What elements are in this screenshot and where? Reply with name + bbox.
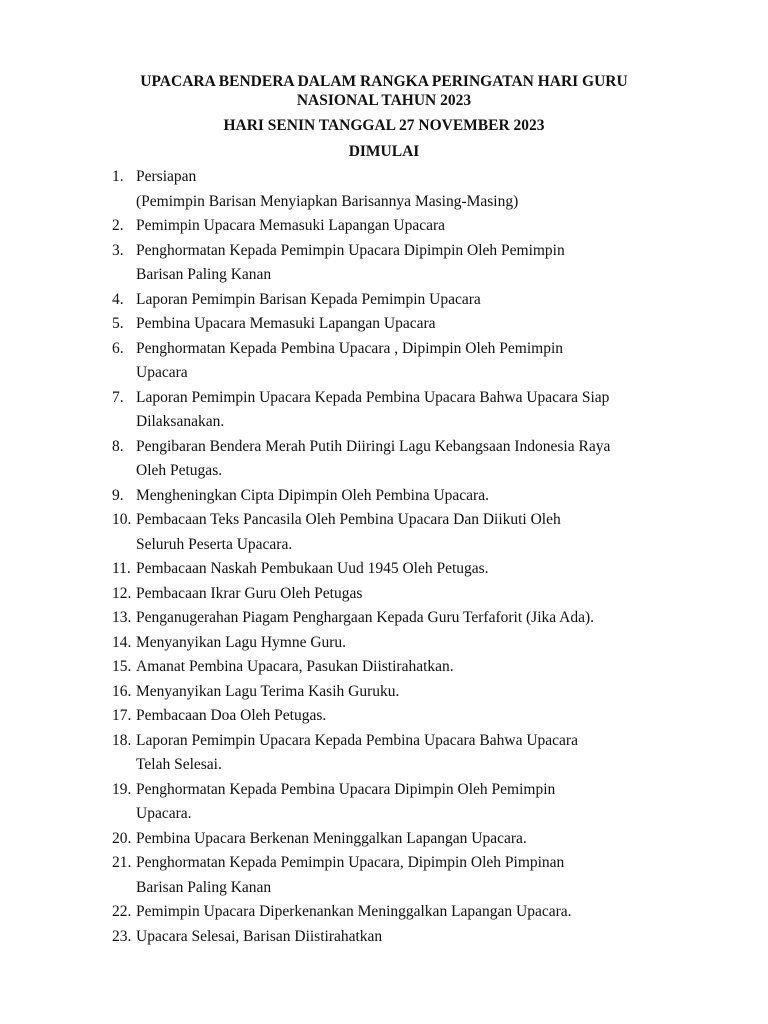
list-item (112, 312, 692, 337)
list-item (112, 631, 692, 656)
list-item (112, 900, 692, 925)
list-item-line: Amanat Pembina Upacara, Pasukan Diistirahatkan. (136, 658, 454, 675)
list-item-text (136, 165, 692, 214)
list-item-number: 2. (112, 217, 124, 234)
list-item-number: 12. (112, 584, 132, 602)
list-item-text (136, 606, 692, 631)
list-item-line: Pemimpin Upacara Memasuki Lapangan Upacara (136, 217, 446, 234)
start-heading: DIMULAI (348, 143, 420, 160)
list-item (112, 851, 692, 900)
list-item (112, 704, 692, 729)
list-item-line: Barisan Paling Kanan (136, 878, 272, 896)
list-item-number: 7. (112, 388, 124, 406)
list-item-text (136, 655, 692, 680)
list-item-line: Penghormatan Kepada Pemimpin Upacara, Dipimpin Oleh Pimpinan (136, 854, 565, 871)
list-item-text (136, 900, 692, 925)
list-item-line: Pembacaan Teks Pancasila Oleh Pembina Upacara Dan Diikuti Oleh (136, 511, 561, 528)
list-item-number: 6. (112, 339, 124, 357)
list-item-text (136, 435, 692, 484)
list-item-line: Pengibaran Bendera Merah Putih Diiringi Lagu Kebangsaan Indonesia Raya (136, 437, 611, 455)
list-item (112, 337, 692, 386)
list-item-line: Pembacaan Naskah Pembukaan Uud 1945 Oleh Petugas. (136, 560, 489, 577)
list-item-text (136, 557, 692, 582)
list-item-number: 18. (112, 731, 132, 749)
list-item (112, 925, 692, 950)
list-item-line: Dilaksanakan. (136, 413, 225, 430)
list-item-text (136, 704, 692, 729)
list-item-text (136, 827, 692, 852)
list-item-text (136, 214, 692, 239)
list-item-number: 5. (112, 315, 124, 332)
list-item-line: Telah Selesai. (136, 756, 222, 773)
list-item-line: Pemimpin Upacara Diperkenankan Meninggalkan Lapangan Upacara. (136, 903, 572, 920)
list-item (112, 214, 692, 239)
list-item-line: Pembina Upacara Berkenan Meninggalkan Lapangan Upacara. (136, 829, 527, 847)
list-item-number: 15. (112, 658, 132, 675)
list-item-line: Persiapan (136, 168, 197, 185)
list-item-text (136, 239, 692, 288)
list-item-line: Upacara (136, 364, 188, 381)
list-item-text (136, 729, 692, 778)
list-item-text (136, 484, 692, 509)
list-item-text (136, 312, 692, 337)
list-item-text (136, 337, 692, 386)
list-item-number: 16. (112, 682, 132, 700)
list-item (112, 165, 692, 214)
list-item-number: 17. (112, 707, 132, 724)
list-item-number: 1. (112, 168, 124, 185)
list-item-number: 9. (112, 486, 124, 504)
list-item-line: Barisan Paling Kanan (136, 266, 272, 283)
list-item-number: 20. (112, 829, 132, 847)
list-item-line: Penghormatan Kepada Pembina Upacara , Dipimpin Oleh Pemimpin (136, 339, 564, 357)
list-item (112, 582, 692, 607)
list-item-line: Seluruh Peserta Upacara. (136, 535, 293, 553)
list-item (112, 386, 692, 435)
list-item-line: Laporan Pemimpin Upacara Kepada Pembina Upacara Bahwa Upacara Siap (136, 388, 610, 406)
date-heading: HARI SENIN TANGGAL 27 NOVEMBER 2023 (223, 117, 545, 134)
list-item-text (136, 508, 692, 557)
list-item-number: 22. (112, 903, 132, 920)
agenda-list (112, 165, 692, 949)
list-item (112, 680, 692, 705)
list-item-line: Oleh Petugas. (136, 462, 223, 479)
list-item-line: Upacara Selesai, Barisan Diistirahatkan (136, 927, 383, 945)
list-item (112, 239, 692, 288)
list-item (112, 288, 692, 313)
list-item-number: 14. (112, 633, 132, 651)
list-item-number: 4. (112, 290, 124, 308)
list-item-line: Laporan Pemimpin Barisan Kepada Pemimpin Upacara (136, 290, 481, 308)
list-item (112, 827, 692, 852)
list-item-text (136, 778, 692, 827)
list-item-number: 21. (112, 854, 132, 871)
list-item-line: Pembina Upacara Memasuki Lapangan Upacara (136, 315, 436, 332)
list-item-number: 11. (112, 560, 131, 577)
list-item-line: Laporan Pemimpin Upacara Kepada Pembina Upacara Bahwa Upacara (136, 731, 578, 749)
list-item-line: Upacara. (136, 805, 192, 822)
list-item-line: Penganugerahan Piagam Penghargaan Kepada Guru Terfaforit (Jika Ada). (136, 609, 595, 626)
list-item-line: Pembacaan Doa Oleh Petugas. (136, 707, 327, 724)
list-item-line: Menyanyikan Lagu Terima Kasih Guruku. (136, 682, 400, 700)
list-item (112, 778, 692, 827)
list-item (112, 557, 692, 582)
list-item-line: Menyanyikan Lagu Hymne Guru. (136, 633, 347, 651)
title-line-2: NASIONAL TAHUN 2023 (296, 92, 472, 109)
list-item-text (136, 680, 692, 705)
list-item-text (136, 386, 692, 435)
list-item (112, 729, 692, 778)
list-item-number: 10. (112, 511, 132, 528)
list-item-number: 23. (112, 927, 132, 945)
list-item-text (136, 925, 692, 950)
list-item-line: Penghormatan Kepada Pemimpin Upacara Dipimpin Oleh Pemimpin (136, 241, 565, 259)
list-item-text (136, 288, 692, 313)
list-item (112, 655, 692, 680)
list-item-line: (Pemimpin Barisan Menyiapkan Barisannya Masing-Masing) (136, 192, 519, 210)
title-line-1: UPACARA BENDERA DALAM RANGKA PERINGATAN HARI GURU (140, 73, 628, 90)
list-item-line: Penghormatan Kepada Pembina Upacara Dipimpin Oleh Pemimpin (136, 780, 556, 798)
list-item (112, 484, 692, 509)
list-item-text (136, 582, 692, 607)
list-item-text (136, 631, 692, 656)
list-item (112, 435, 692, 484)
list-item-number: 3. (112, 241, 124, 259)
list-item (112, 508, 692, 557)
list-item-number: 13. (112, 609, 132, 626)
list-item-line: Pembacaan Ikrar Guru Oleh Petugas (136, 584, 363, 602)
document-title (100, 72, 668, 110)
list-item (112, 606, 692, 631)
list-item-text (136, 851, 692, 900)
list-item-line: Mengheningkan Cipta Dipimpin Oleh Pembina Upacara. (136, 486, 489, 504)
list-item-number: 8. (112, 437, 124, 455)
list-item-number: 19. (112, 780, 132, 798)
